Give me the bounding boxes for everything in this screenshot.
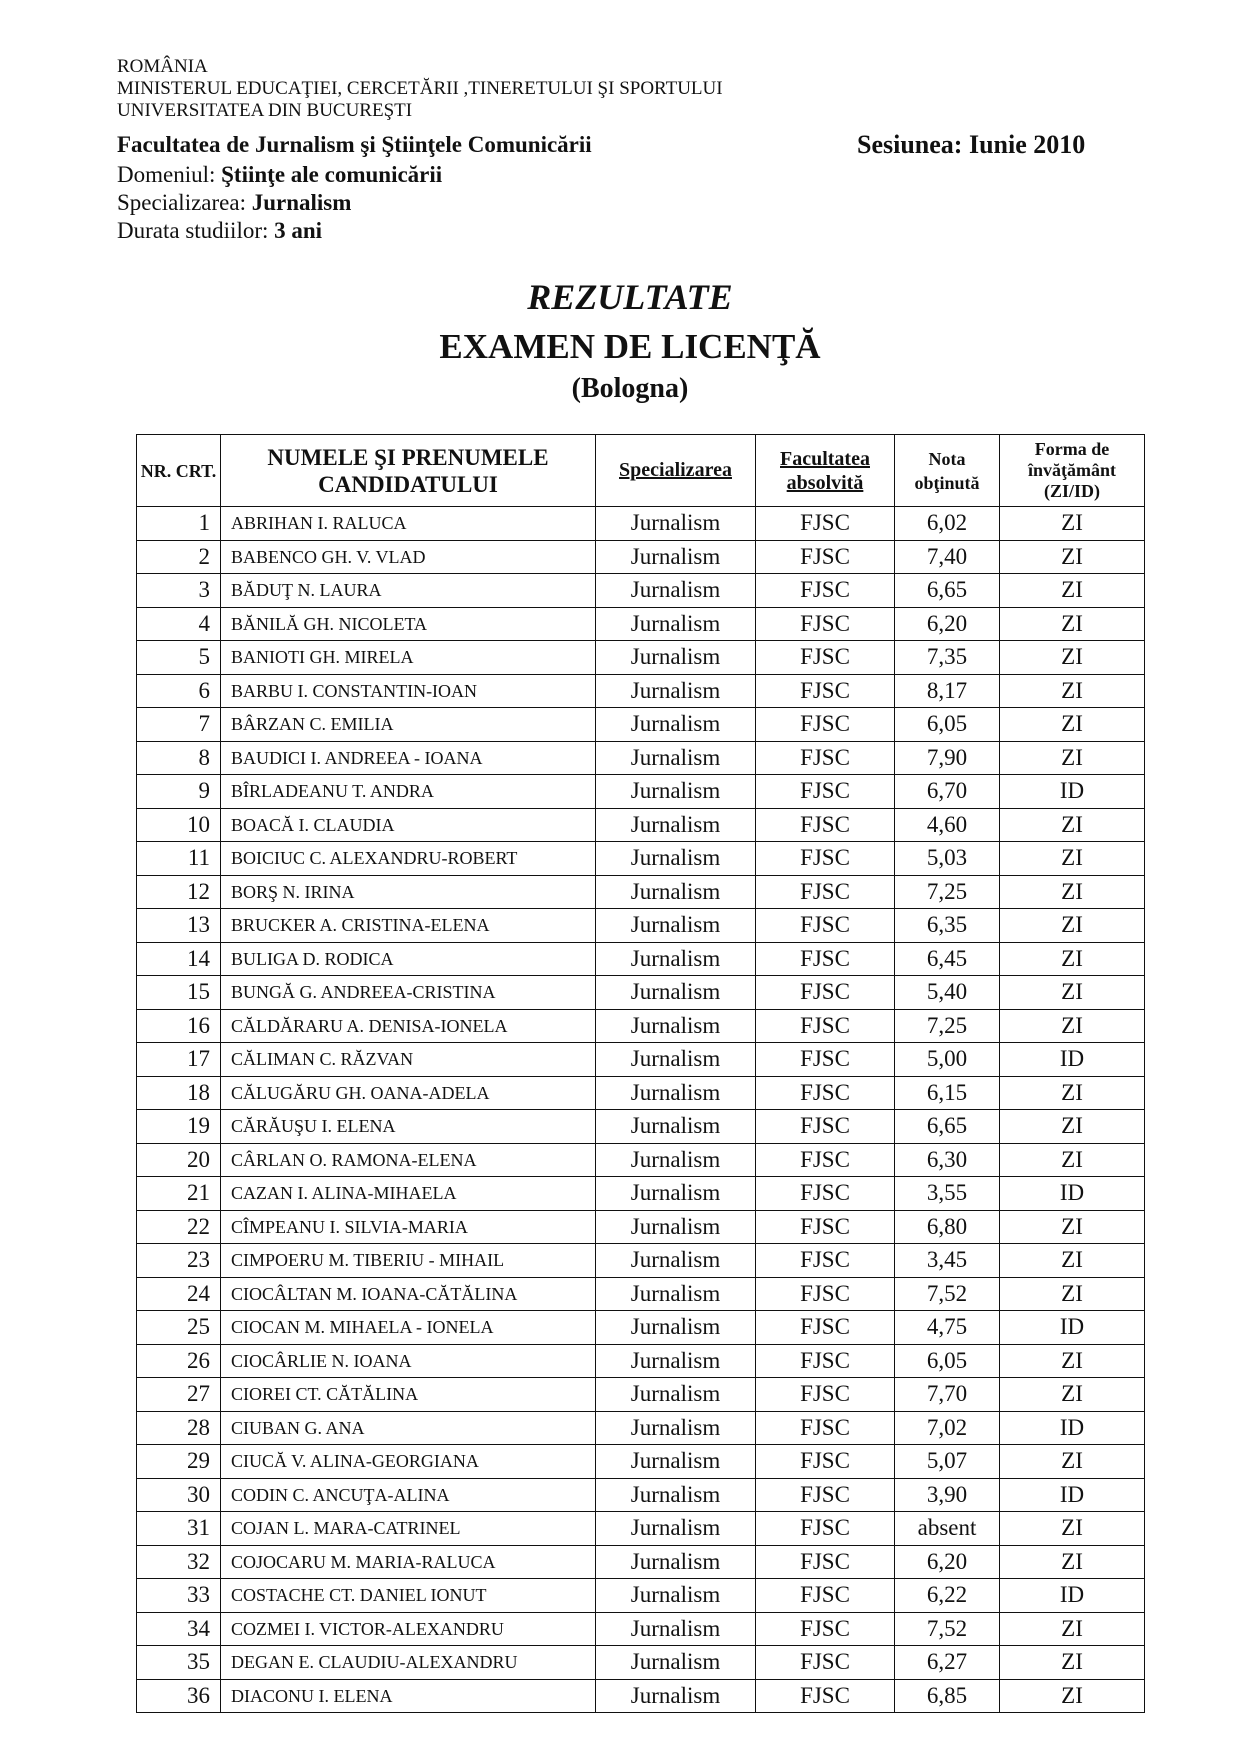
- cell-nr: 24: [137, 1277, 221, 1311]
- cell-candidate-name: CĂRĂUŞU I. ELENA: [221, 1110, 596, 1144]
- table-row: [137, 1679, 1145, 1713]
- table-row: [137, 607, 1145, 641]
- session-label: Sesiunea: Iunie 2010: [857, 130, 1086, 159]
- cell-grade: 5,07: [895, 1445, 1000, 1479]
- cell-nr: 32: [137, 1545, 221, 1579]
- cell-study-form: ZI: [1000, 1378, 1145, 1412]
- table-row: [137, 1009, 1145, 1043]
- table-body: [137, 507, 1145, 1713]
- cell-candidate-name: CÎMPEANU I. SILVIA-MARIA: [221, 1210, 596, 1244]
- cell-nr: 26: [137, 1344, 221, 1378]
- table-row: [137, 708, 1145, 742]
- cell-candidate-name: CIMPOERU M. TIBERIU - MIHAIL: [221, 1244, 596, 1278]
- cell-specialization: Jurnalism: [596, 607, 756, 641]
- cell-specialization: Jurnalism: [596, 507, 756, 541]
- cell-grade: 4,60: [895, 808, 1000, 842]
- cell-study-form: ZI: [1000, 942, 1145, 976]
- cell-candidate-name: DIACONU I. ELENA: [221, 1679, 596, 1713]
- cell-nr: 23: [137, 1244, 221, 1278]
- cell-study-form: ZI: [1000, 708, 1145, 742]
- cell-candidate-name: CIOREI CT. CĂTĂLINA: [221, 1378, 596, 1412]
- cell-study-form: ZI: [1000, 1210, 1145, 1244]
- cell-study-form: ZI: [1000, 507, 1145, 541]
- cell-candidate-name: CIOCÂRLIE N. IOANA: [221, 1344, 596, 1378]
- cell-grade: 6,35: [895, 909, 1000, 943]
- cell-faculty: FJSC: [756, 1277, 895, 1311]
- results-table: [136, 434, 1145, 1713]
- cell-specialization: Jurnalism: [596, 1478, 756, 1512]
- cell-faculty: FJSC: [756, 1076, 895, 1110]
- cell-grade: 6,20: [895, 1545, 1000, 1579]
- col-header-nr: NR. CRT.: [137, 435, 221, 507]
- cell-specialization: Jurnalism: [596, 1110, 756, 1144]
- cell-faculty: FJSC: [756, 1311, 895, 1345]
- cell-study-form: ZI: [1000, 1646, 1145, 1680]
- cell-study-form: ID: [1000, 1579, 1145, 1613]
- cell-faculty: FJSC: [756, 1009, 895, 1043]
- cell-candidate-name: BULIGA D. RODICA: [221, 942, 596, 976]
- cell-specialization: Jurnalism: [596, 1076, 756, 1110]
- cell-study-form: ZI: [1000, 741, 1145, 775]
- cell-specialization: Jurnalism: [596, 540, 756, 574]
- table-row: [137, 1076, 1145, 1110]
- cell-faculty: FJSC: [756, 607, 895, 641]
- cell-specialization: Jurnalism: [596, 674, 756, 708]
- cell-candidate-name: CIUCĂ V. ALINA-GEORGIANA: [221, 1445, 596, 1479]
- cell-candidate-name: CÂRLAN O. RAMONA-ELENA: [221, 1143, 596, 1177]
- table-row: [137, 1210, 1145, 1244]
- cell-grade: 7,25: [895, 875, 1000, 909]
- table-row: [137, 641, 1145, 675]
- cell-specialization: Jurnalism: [596, 1344, 756, 1378]
- cell-study-form: ZI: [1000, 574, 1145, 608]
- cell-study-form: ID: [1000, 775, 1145, 809]
- cell-study-form: ZI: [1000, 842, 1145, 876]
- cell-faculty: FJSC: [756, 674, 895, 708]
- cell-study-form: ZI: [1000, 1344, 1145, 1378]
- cell-nr: 27: [137, 1378, 221, 1412]
- col-header-form: Forma de învăţământ (ZI/ID): [1000, 435, 1145, 507]
- cell-study-form: ZI: [1000, 1445, 1145, 1479]
- cell-faculty: FJSC: [756, 875, 895, 909]
- cell-grade: 6,45: [895, 942, 1000, 976]
- cell-candidate-name: ABRIHAN I. RALUCA: [221, 507, 596, 541]
- cell-faculty: FJSC: [756, 1244, 895, 1278]
- cell-faculty: FJSC: [756, 708, 895, 742]
- cell-grade: 5,40: [895, 976, 1000, 1010]
- cell-grade: 6,15: [895, 1076, 1000, 1110]
- domain-value: Ştiinţe ale comunicării: [221, 162, 443, 187]
- cell-grade: 7,40: [895, 540, 1000, 574]
- cell-candidate-name: BOACĂ I. CLAUDIA: [221, 808, 596, 842]
- cell-faculty: FJSC: [756, 540, 895, 574]
- cell-grade: 4,75: [895, 1311, 1000, 1345]
- cell-specialization: Jurnalism: [596, 708, 756, 742]
- cell-grade: 3,45: [895, 1244, 1000, 1278]
- cell-study-form: ZI: [1000, 1277, 1145, 1311]
- country-line: ROMÂNIA: [117, 56, 208, 77]
- table-row: [137, 1378, 1145, 1412]
- cell-faculty: FJSC: [756, 1110, 895, 1144]
- table-row: [137, 741, 1145, 775]
- cell-specialization: Jurnalism: [596, 942, 756, 976]
- cell-grade: 6,65: [895, 1110, 1000, 1144]
- cell-specialization: Jurnalism: [596, 842, 756, 876]
- cell-faculty: FJSC: [756, 574, 895, 608]
- cell-faculty: FJSC: [756, 1177, 895, 1211]
- cell-study-form: ZI: [1000, 1512, 1145, 1546]
- cell-faculty: FJSC: [756, 808, 895, 842]
- cell-grade: 6,22: [895, 1579, 1000, 1613]
- table-row: [137, 1311, 1145, 1345]
- cell-nr: 36: [137, 1679, 221, 1713]
- cell-nr: 6: [137, 674, 221, 708]
- cell-candidate-name: BĂDUŢ N. LAURA: [221, 574, 596, 608]
- cell-grade: 6,05: [895, 708, 1000, 742]
- table-row: [137, 1177, 1145, 1211]
- cell-specialization: Jurnalism: [596, 976, 756, 1010]
- cell-nr: 17: [137, 1043, 221, 1077]
- table-row: [137, 1478, 1145, 1512]
- cell-faculty: FJSC: [756, 942, 895, 976]
- cell-grade: 6,30: [895, 1143, 1000, 1177]
- cell-faculty: FJSC: [756, 1512, 895, 1546]
- cell-specialization: Jurnalism: [596, 741, 756, 775]
- cell-specialization: Jurnalism: [596, 1009, 756, 1043]
- table-row: [137, 1612, 1145, 1646]
- table-header-row: [137, 435, 1145, 507]
- cell-faculty: FJSC: [756, 1478, 895, 1512]
- university-line: UNIVERSITATEA DIN BUCUREŞTI: [117, 100, 413, 121]
- cell-candidate-name: CIOCÂLTAN M. IOANA-CĂTĂLINA: [221, 1277, 596, 1311]
- duration-label: Durata studiilor:: [117, 218, 275, 243]
- cell-faculty: FJSC: [756, 1411, 895, 1445]
- cell-nr: 11: [137, 842, 221, 876]
- cell-study-form: ID: [1000, 1311, 1145, 1345]
- cell-nr: 10: [137, 808, 221, 842]
- cell-nr: 9: [137, 775, 221, 809]
- cell-grade: 5,03: [895, 842, 1000, 876]
- cell-study-form: ZI: [1000, 875, 1145, 909]
- table-row: [137, 1244, 1145, 1278]
- cell-nr: 20: [137, 1143, 221, 1177]
- cell-candidate-name: BUNGĂ G. ANDREEA-CRISTINA: [221, 976, 596, 1010]
- cell-specialization: Jurnalism: [596, 1679, 756, 1713]
- cell-nr: 15: [137, 976, 221, 1010]
- cell-nr: 8: [137, 741, 221, 775]
- cell-study-form: ZI: [1000, 1545, 1145, 1579]
- cell-nr: 14: [137, 942, 221, 976]
- cell-candidate-name: BÂRZAN C. EMILIA: [221, 708, 596, 742]
- cell-study-form: ZI: [1000, 909, 1145, 943]
- cell-nr: 7: [137, 708, 221, 742]
- cell-nr: 3: [137, 574, 221, 608]
- cell-faculty: FJSC: [756, 1143, 895, 1177]
- duration-line: [117, 218, 322, 244]
- ministry-line: MINISTERUL EDUCAŢIEI, CERCETĂRII ,TINERETULUI ŞI SPORTULUI: [117, 78, 723, 99]
- cell-grade: 6,65: [895, 574, 1000, 608]
- table-row: [137, 909, 1145, 943]
- cell-specialization: Jurnalism: [596, 1210, 756, 1244]
- col-header-faculty-text: Facultatea absolvită: [780, 447, 870, 494]
- cell-specialization: Jurnalism: [596, 1579, 756, 1613]
- title-bologna: (Bologna): [571, 373, 689, 404]
- cell-specialization: Jurnalism: [596, 875, 756, 909]
- cell-grade: 6,70: [895, 775, 1000, 809]
- cell-study-form: ZI: [1000, 674, 1145, 708]
- cell-study-form: ZI: [1000, 607, 1145, 641]
- cell-grade: 6,80: [895, 1210, 1000, 1244]
- cell-specialization: Jurnalism: [596, 1311, 756, 1345]
- cell-specialization: Jurnalism: [596, 1612, 756, 1646]
- cell-faculty: FJSC: [756, 641, 895, 675]
- cell-grade: 7,70: [895, 1378, 1000, 1412]
- duration-value: 3 ani: [274, 218, 323, 243]
- cell-nr: 1: [137, 507, 221, 541]
- cell-nr: 12: [137, 875, 221, 909]
- cell-specialization: Jurnalism: [596, 1277, 756, 1311]
- table-row: [137, 1043, 1145, 1077]
- table-row: [137, 775, 1145, 809]
- table-row: [137, 507, 1145, 541]
- cell-study-form: ID: [1000, 1478, 1145, 1512]
- col-header-faculty: [756, 435, 895, 507]
- cell-faculty: FJSC: [756, 1445, 895, 1479]
- cell-grade: 7,52: [895, 1277, 1000, 1311]
- col-header-specialization-text: Specializarea: [619, 459, 732, 481]
- cell-specialization: Jurnalism: [596, 1545, 756, 1579]
- cell-grade: 7,02: [895, 1411, 1000, 1445]
- faculty-name: Facultatea de Jurnalism şi Ştiinţele Comunicării: [117, 132, 592, 157]
- cell-study-form: ZI: [1000, 540, 1145, 574]
- cell-grade: 3,55: [895, 1177, 1000, 1211]
- cell-faculty: FJSC: [756, 1043, 895, 1077]
- cell-specialization: Jurnalism: [596, 1244, 756, 1278]
- cell-faculty: FJSC: [756, 775, 895, 809]
- table-row: [137, 1445, 1145, 1479]
- cell-grade: 8,17: [895, 674, 1000, 708]
- cell-candidate-name: COJAN L. MARA-CATRINEL: [221, 1512, 596, 1546]
- cell-candidate-name: BORŞ N. IRINA: [221, 875, 596, 909]
- cell-nr: 19: [137, 1110, 221, 1144]
- cell-study-form: ZI: [1000, 808, 1145, 842]
- cell-study-form: ZI: [1000, 1244, 1145, 1278]
- cell-faculty: FJSC: [756, 842, 895, 876]
- cell-specialization: Jurnalism: [596, 1411, 756, 1445]
- cell-study-form: ZI: [1000, 1110, 1145, 1144]
- cell-study-form: ZI: [1000, 976, 1145, 1010]
- cell-grade: 6,05: [895, 1344, 1000, 1378]
- cell-candidate-name: COSTACHE CT. DANIEL IONUT: [221, 1579, 596, 1613]
- cell-grade: 7,90: [895, 741, 1000, 775]
- col-header-specialization: [596, 435, 756, 507]
- cell-grade: 6,27: [895, 1646, 1000, 1680]
- specialization-value: Jurnalism: [251, 190, 352, 215]
- cell-nr: 34: [137, 1612, 221, 1646]
- cell-specialization: Jurnalism: [596, 775, 756, 809]
- cell-specialization: Jurnalism: [596, 1043, 756, 1077]
- cell-study-form: ZI: [1000, 1612, 1145, 1646]
- cell-study-form: ZI: [1000, 1009, 1145, 1043]
- table-row: [137, 1545, 1145, 1579]
- table-row: [137, 1411, 1145, 1445]
- cell-nr: 33: [137, 1579, 221, 1613]
- cell-faculty: FJSC: [756, 1612, 895, 1646]
- cell-grade: 6,02: [895, 507, 1000, 541]
- table-row: [137, 1512, 1145, 1546]
- cell-candidate-name: CĂLUGĂRU GH. OANA-ADELA: [221, 1076, 596, 1110]
- cell-specialization: Jurnalism: [596, 1512, 756, 1546]
- cell-candidate-name: BĂNILĂ GH. NICOLETA: [221, 607, 596, 641]
- specialization-line: [117, 190, 351, 216]
- cell-nr: 29: [137, 1445, 221, 1479]
- cell-grade: 7,52: [895, 1612, 1000, 1646]
- cell-candidate-name: BARBU I. CONSTANTIN-IOAN: [221, 674, 596, 708]
- cell-nr: 13: [137, 909, 221, 943]
- cell-specialization: Jurnalism: [596, 909, 756, 943]
- cell-faculty: FJSC: [756, 1378, 895, 1412]
- cell-study-form: ZI: [1000, 1076, 1145, 1110]
- cell-faculty: FJSC: [756, 741, 895, 775]
- cell-candidate-name: CODIN C. ANCUŢA-ALINA: [221, 1478, 596, 1512]
- cell-grade: absent: [895, 1512, 1000, 1546]
- table-row: [137, 1579, 1145, 1613]
- cell-faculty: FJSC: [756, 1679, 895, 1713]
- cell-candidate-name: CĂLDĂRARU A. DENISA-IONELA: [221, 1009, 596, 1043]
- table-row: [137, 540, 1145, 574]
- cell-candidate-name: CĂLIMAN C. RĂZVAN: [221, 1043, 596, 1077]
- cell-specialization: Jurnalism: [596, 641, 756, 675]
- cell-study-form: ZI: [1000, 1143, 1145, 1177]
- table-row: [137, 942, 1145, 976]
- cell-candidate-name: DEGAN E. CLAUDIU-ALEXANDRU: [221, 1646, 596, 1680]
- specialization-label: Specializarea:: [117, 190, 252, 215]
- cell-study-form: ZI: [1000, 1679, 1145, 1713]
- col-header-grade: Nota obţinută: [895, 435, 1000, 507]
- cell-candidate-name: CAZAN I. ALINA-MIHAELA: [221, 1177, 596, 1211]
- cell-candidate-name: BANIOTI GH. MIRELA: [221, 641, 596, 675]
- cell-candidate-name: BÎRLADEANU T. ANDRA: [221, 775, 596, 809]
- domain-line: [117, 162, 442, 188]
- title-exam: EXAMEN DE LICENŢĂ: [439, 327, 821, 366]
- cell-nr: 5: [137, 641, 221, 675]
- cell-faculty: FJSC: [756, 1545, 895, 1579]
- domain-label: Domeniul:: [117, 162, 222, 187]
- table-row: [137, 842, 1145, 876]
- cell-candidate-name: BABENCO GH. V. VLAD: [221, 540, 596, 574]
- cell-candidate-name: COJOCARU M. MARIA-RALUCA: [221, 1545, 596, 1579]
- cell-faculty: FJSC: [756, 976, 895, 1010]
- cell-nr: 2: [137, 540, 221, 574]
- cell-candidate-name: BAUDICI I. ANDREEA - IOANA: [221, 741, 596, 775]
- cell-grade: 7,35: [895, 641, 1000, 675]
- cell-grade: 6,85: [895, 1679, 1000, 1713]
- cell-grade: 7,25: [895, 1009, 1000, 1043]
- cell-grade: 3,90: [895, 1478, 1000, 1512]
- cell-study-form: ID: [1000, 1043, 1145, 1077]
- cell-specialization: Jurnalism: [596, 574, 756, 608]
- cell-nr: 18: [137, 1076, 221, 1110]
- table-row: [137, 1110, 1145, 1144]
- cell-nr: 35: [137, 1646, 221, 1680]
- cell-faculty: FJSC: [756, 1579, 895, 1613]
- cell-specialization: Jurnalism: [596, 1143, 756, 1177]
- table-row: [137, 1344, 1145, 1378]
- cell-candidate-name: BOICIUC C. ALEXANDRU-ROBERT: [221, 842, 596, 876]
- table-row: [137, 875, 1145, 909]
- cell-faculty: FJSC: [756, 909, 895, 943]
- cell-nr: 28: [137, 1411, 221, 1445]
- table-row: [137, 808, 1145, 842]
- cell-candidate-name: CIUBAN G. ANA: [221, 1411, 596, 1445]
- cell-faculty: FJSC: [756, 1344, 895, 1378]
- cell-nr: 30: [137, 1478, 221, 1512]
- cell-nr: 4: [137, 607, 221, 641]
- cell-grade: 6,20: [895, 607, 1000, 641]
- table-row: [137, 976, 1145, 1010]
- cell-nr: 21: [137, 1177, 221, 1211]
- col-header-name: NUMELE ŞI PRENUMELE CANDIDATULUI: [221, 435, 596, 507]
- table-row: [137, 1646, 1145, 1680]
- cell-nr: 31: [137, 1512, 221, 1546]
- cell-faculty: FJSC: [756, 1646, 895, 1680]
- cell-study-form: ZI: [1000, 641, 1145, 675]
- table-row: [137, 674, 1145, 708]
- cell-grade: 5,00: [895, 1043, 1000, 1077]
- cell-nr: 22: [137, 1210, 221, 1244]
- cell-specialization: Jurnalism: [596, 1445, 756, 1479]
- cell-specialization: Jurnalism: [596, 808, 756, 842]
- cell-faculty: FJSC: [756, 507, 895, 541]
- cell-specialization: Jurnalism: [596, 1378, 756, 1412]
- cell-nr: 25: [137, 1311, 221, 1345]
- cell-specialization: Jurnalism: [596, 1646, 756, 1680]
- table-row: [137, 1277, 1145, 1311]
- cell-faculty: FJSC: [756, 1210, 895, 1244]
- cell-candidate-name: BRUCKER A. CRISTINA-ELENA: [221, 909, 596, 943]
- title-results: REZULTATE: [527, 277, 733, 317]
- cell-candidate-name: CIOCAN M. MIHAELA - IONELA: [221, 1311, 596, 1345]
- cell-specialization: Jurnalism: [596, 1177, 756, 1211]
- cell-study-form: ID: [1000, 1411, 1145, 1445]
- cell-nr: 16: [137, 1009, 221, 1043]
- cell-study-form: ID: [1000, 1177, 1145, 1211]
- cell-candidate-name: COZMEI I. VICTOR-ALEXANDRU: [221, 1612, 596, 1646]
- table-row: [137, 574, 1145, 608]
- table-row: [137, 1143, 1145, 1177]
